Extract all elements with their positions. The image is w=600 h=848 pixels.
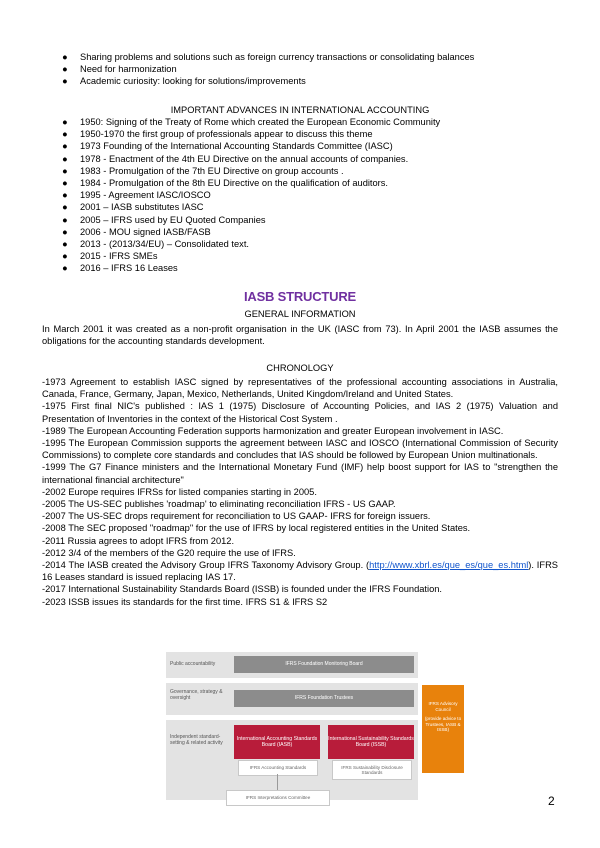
- chronology-entry: -2017 International Sustainability Standards Board (ISSB) is founded under the IFRS Foundation.: [42, 584, 443, 595]
- chronology-entry: -2012 3/4 of the members of the G20 require the use of IFRS.: [42, 547, 296, 558]
- chronology-entry: -1999 The G7 Finance ministers and the International Monetary Fund (IMF) help boost support for IAS to "strengthen the international financial architecture": [42, 462, 558, 485]
- bullet-icon: ●: [62, 202, 68, 213]
- list-item: ● 1978 - Enactment of the 4th EU Directive on the annual accounts of companies.: [62, 153, 409, 164]
- bullet-icon: ●: [62, 190, 68, 201]
- chronology-entry: -1989 The European Accounting Federation supports harmonization and greater European involvement in IASC.: [42, 425, 504, 436]
- iasb-box: International Accounting Standards Board (IASB): [234, 725, 320, 759]
- bullet-icon: ●: [62, 177, 68, 188]
- list-item: ● 2013 - (2013/34/EU) – Consolidated text.: [62, 238, 249, 249]
- list-item: ● 2015 - IFRS SMEs: [62, 251, 158, 262]
- connector-line: [277, 774, 278, 790]
- chronology-entry-2014: -2014 The IASB created the Advisory Group IFRS Taxonomy Advisory Group. (http://www.xbrl.es/que_es/que_es.html). IFRS 16 Leases standard is issued replacing IAS 17.: [42, 560, 558, 583]
- list-item: ● 1983 - Promulgation of the 7th EU Directive on group accounts .: [62, 165, 344, 176]
- advisory-council-text: (provide advice to Trustees, IASB & ISSB): [424, 716, 462, 733]
- bullet-icon: ●: [62, 226, 68, 237]
- advisory-council-box: [422, 685, 464, 773]
- chronology-entry: -1975 First final NIC's published : IAS 1 (1975) Disclosure of Accounting Policies, and IAS 2 (1975) Valuation and Presentation of Inventories in the context of the Historical Cost System .: [42, 401, 558, 424]
- xbrl-link[interactable]: http://www.xbrl.es/que_es/que_es.html: [369, 560, 529, 571]
- issb-box: International Sustainability Standards Board (ISSB): [328, 725, 414, 759]
- chronology-entry: -2005 The US-SEC publishes 'roadmap' to eliminating reconciliation IFRS - US GAAP.: [42, 499, 396, 510]
- list-item: ● 1950-1970 the first group of professionals appear to discuss this theme: [62, 129, 373, 140]
- section-title: IASB STRUCTURE: [243, 289, 357, 304]
- general-heading: GENERAL INFORMATION: [244, 309, 356, 319]
- advisory-council-title: IFRS Advisory Council: [428, 701, 458, 712]
- top-bullet-list: [62, 51, 562, 88]
- bullet-icon: ●: [62, 64, 68, 75]
- row-label: Governance, strategy & oversight: [170, 689, 223, 701]
- bullet-icon: ●: [62, 52, 68, 62]
- list-item: ● Need for harmonization: [62, 64, 177, 75]
- list-item: ● Sharing problems and solutions such as foreign currency transactions or consolidating balances: [62, 52, 475, 62]
- bullet-icon: ●: [62, 238, 68, 249]
- monitoring-board-box: IFRS Foundation Monitoring Board: [234, 656, 414, 673]
- chronology-entry: -2008 The SEC proposed "roadmap" for the use of IFRS by local registered entities in the United States.: [42, 523, 471, 534]
- bullet-icon: ●: [62, 141, 68, 152]
- bullet-icon: ●: [62, 153, 68, 164]
- list-item: ● 2016 – IFRS 16 Leases: [62, 263, 178, 274]
- chronology-entry: -2002 Europe requires IFRSs for listed companies starting in 2005.: [42, 486, 317, 497]
- list-item: ● 1984 - Promulgation of the 8th EU Directive on the qualification of auditors.: [62, 177, 389, 188]
- list-item: ● Academic curiosity: looking for solutions/improvements: [62, 76, 306, 87]
- chronology-entry: -2007 The US-SEC drops requirement for reconciliation to US GAAP- IFRS for foreign issuers.: [42, 511, 431, 522]
- chronology-entry: -2011 Russia agrees to adopt IFRS from 2012.: [42, 535, 235, 546]
- advances-list: [62, 116, 562, 274]
- bullet-icon: ●: [62, 76, 68, 87]
- list-item: ● 2001 – IASB substitutes IASC: [62, 202, 204, 213]
- ifrs-sustainability-standards-box: IFRS Sustainability Disclosure Standards: [332, 760, 412, 780]
- interpretations-committee-box: IFRS Interpretations Committee: [226, 790, 330, 806]
- chronology-entry: -2023 ISSB issues its standards for the first time. IFRS S1 & IFRS S2: [42, 596, 328, 607]
- chronology-entry: -1995 The European Commission supports the agreement between IASC and IOSCO (International Commission of Security Commissions) to complete core standards and concludes that IAS should be followed by European Union multinationals.: [42, 438, 558, 461]
- chronology-heading: CHRONOLOGY: [266, 363, 334, 373]
- bullet-icon: ●: [62, 129, 68, 140]
- general-paragraph: In March 2001 it was created as a non-profit organisation in the UK (IASC from 73). In April 2001 the IASB assumes the obligations for the accounting standards development.: [42, 324, 558, 347]
- list-item: ● 2005 – IFRS used by EU Quoted Companies: [62, 214, 266, 225]
- list-item: ● 2006 - MOU signed IASB/FASB: [62, 226, 211, 237]
- row-label: Independent standard-setting & related activity: [170, 734, 223, 746]
- bullet-icon: ●: [62, 117, 68, 127]
- list-item: ● 1973 Founding of the International Accounting Standards Committee (IASC): [62, 141, 393, 152]
- advances-heading: IMPORTANT ADVANCES IN INTERNATIONAL ACCOUNTING: [170, 105, 430, 115]
- trustees-box: IFRS Foundation Trustees: [234, 690, 414, 707]
- ifrs-structure-diagram: [166, 647, 470, 815]
- ifrs-accounting-standards-box: IFRS Accounting Standards: [238, 760, 318, 776]
- list-item: ● 1950: Signing of the Treaty of Rome which created the European Economic Community: [62, 117, 441, 127]
- bullet-icon: ●: [62, 165, 68, 176]
- bullet-icon: ●: [62, 214, 68, 225]
- chronology-list: [42, 376, 558, 608]
- bullet-icon: ●: [62, 251, 68, 262]
- page-number: 2: [548, 794, 555, 808]
- bullet-icon: ●: [62, 263, 68, 274]
- chronology-entry: -1973 Agreement to establish IASC signed by representatives of the professional accounting associations in Australia, Canada, France, Germany, Japan, Mexico, Netherlands, United Kingdom/Ireland and United States.: [42, 377, 558, 400]
- list-item: ● 1995 - Agreement IASC/IOSCO: [62, 190, 211, 201]
- row-label: Public accountability: [170, 661, 216, 667]
